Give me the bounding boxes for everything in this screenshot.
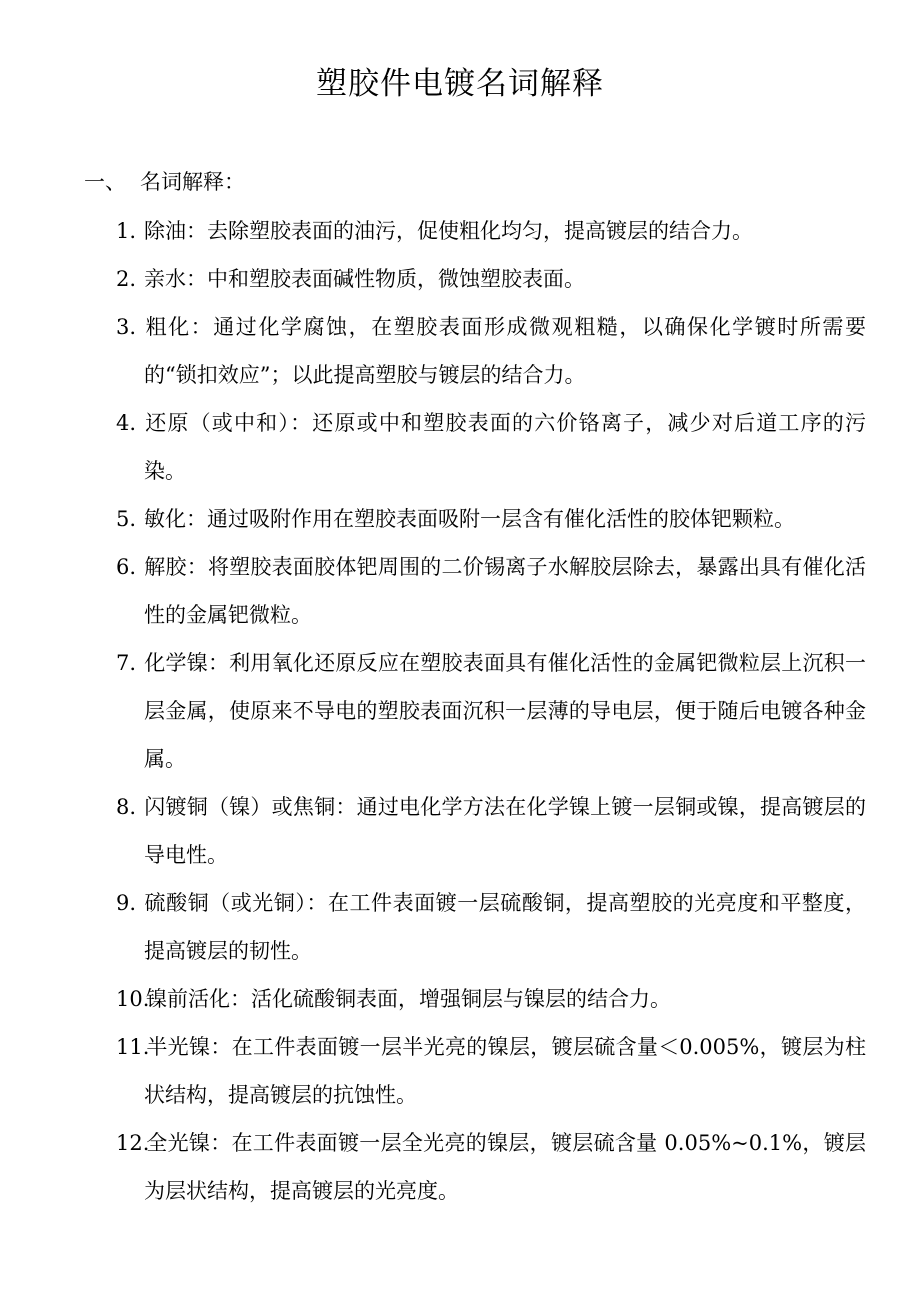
item-index: 1.	[116, 219, 137, 243]
item-index: 4.	[116, 411, 137, 435]
list-item	[116, 783, 866, 879]
item-text: 硫酸铜（或光铜）：在工件表面镀一层硫酸铜，提高塑胶的光亮度和平整度，提高镀层的韧性。	[144, 891, 866, 963]
list-item	[116, 255, 866, 303]
list-item	[116, 1119, 866, 1215]
list-item	[116, 639, 866, 783]
item-text: 还原（或中和）：还原或中和塑胶表面的六价铬离子，减少对后道工序的污染。	[144, 411, 866, 483]
item-index: 9.	[116, 891, 137, 915]
item-text: 镍前活化：活化硫酸铜表面，增强铜层与镍层的结合力。	[146, 987, 671, 1011]
list-item	[116, 303, 866, 399]
document-title: 塑胶件电镀名词解释	[316, 66, 604, 102]
item-index: 12.	[116, 1131, 150, 1155]
item-index: 5.	[116, 507, 137, 531]
item-text: 亲水：中和塑胶表面碱性物质，微蚀塑胶表面。	[144, 267, 585, 291]
section-heading	[84, 166, 245, 198]
item-text: 半光镍：在工件表面镀一层半光亮的镍层，镀层硫含量＜0.005%，镀层为柱状结构，提高镀层的抗蚀性。	[144, 1035, 866, 1107]
item-index: 11.	[116, 1035, 150, 1059]
item-text: 除油：去除塑胶表面的油污，促使粗化均匀，提高镀层的结合力。	[144, 219, 753, 243]
item-text: 敏化：通过吸附作用在塑胶表面吸附一层含有催化活性的胶体钯颗粒。	[144, 507, 795, 531]
list-item	[116, 207, 866, 255]
list-item	[116, 879, 866, 975]
item-index: 2.	[116, 267, 137, 291]
item-index: 6.	[116, 555, 137, 579]
list-item	[116, 399, 866, 495]
section-title: 名词解释：	[140, 170, 245, 194]
item-text: 解胶：将塑胶表面胶体钯周围的二价锡离子水解胶层除去，暴露出具有催化活性的金属钯微粒。	[144, 555, 866, 627]
list-item	[116, 975, 866, 1023]
list-item	[116, 495, 866, 543]
item-text: 化学镍：利用氧化还原反应在塑胶表面具有催化活性的金属钯微粒层上沉积一层金属，使原来不导电的塑胶表面沉积一层薄的导电层，便于随后电镀各种金属。	[144, 651, 866, 771]
item-index: 10.	[116, 987, 150, 1011]
item-index: 8.	[116, 795, 137, 819]
item-text: 闪镀铜（镍）或焦铜：通过电化学方法在化学镍上镀一层铜或镍，提高镀层的导电性。	[144, 795, 866, 867]
list-item	[116, 1023, 866, 1119]
item-text: 全光镍：在工件表面镀一层全光亮的镍层，镀层硫含量 0.05%~0.1%，镀层为层状结构，提高镀层的光亮度。	[144, 1131, 866, 1203]
item-index: 3.	[116, 315, 137, 339]
item-text: 粗化：通过化学腐蚀，在塑胶表面形成微观粗糙，以确保化学镀时所需要的“锁扣效应”；以此提高塑胶与镀层的结合力。	[144, 315, 866, 387]
section-number: 一、	[84, 170, 126, 194]
list-item	[116, 543, 866, 639]
item-index: 7.	[116, 651, 137, 675]
